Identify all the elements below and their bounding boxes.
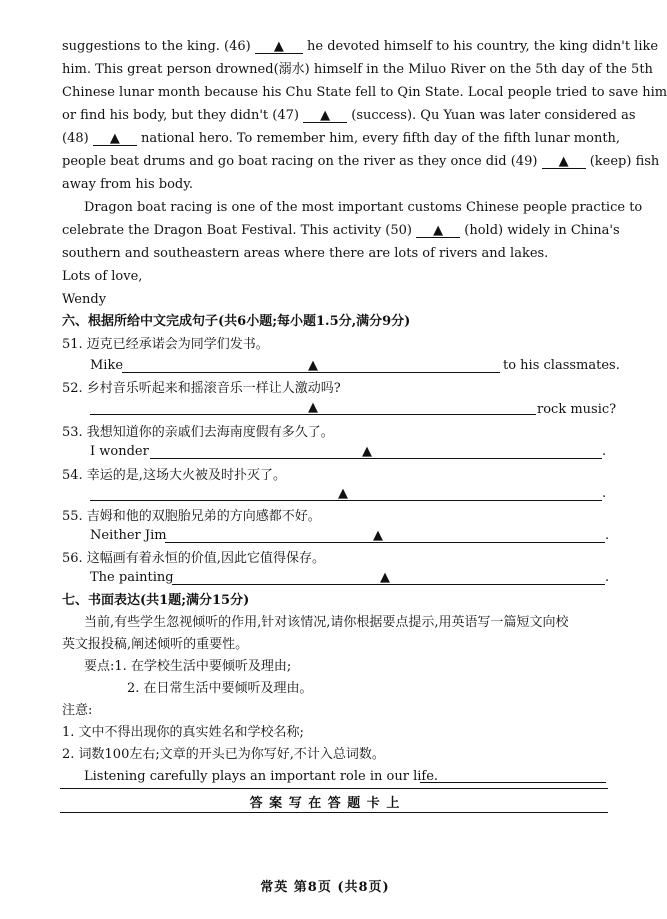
- question-54: 54. 幸运的是,这场大火被及时扑灭了。: [62, 468, 286, 483]
- writing-intro-1: 当前,有些学生忽视倾听的作用,针对该情况,请你根据要点提示,用英语写一篇短文向校: [84, 615, 569, 630]
- passage-text: Dragon boat racing is one of the most important customs Chinese people practice to: [84, 200, 643, 215]
- question-55: 55. 吉姆和他的双胞胎兄弟的方向感都不好。: [62, 509, 321, 524]
- passage-line-4: [62, 107, 636, 125]
- q53-tail: .: [602, 444, 607, 459]
- answer-line-54[interactable]: [90, 486, 602, 501]
- note-1: 1. 文中不得出现你的真实姓名和学校名称;: [62, 725, 304, 740]
- blank-46[interactable]: [255, 38, 303, 54]
- q56-tail: .: [605, 570, 610, 585]
- answer-line-51[interactable]: [122, 358, 500, 373]
- passage-line-10: [62, 245, 548, 263]
- blank-marker-icon: ▲: [558, 154, 569, 169]
- blank-marker-icon: ▲: [380, 570, 390, 585]
- passage-text: national hero. To remember him, every fifth day of the fifth lunar month,: [140, 131, 621, 146]
- passage-text: away from his body.: [62, 177, 193, 192]
- blank-50[interactable]: [416, 222, 460, 238]
- passage-line-3: [62, 84, 667, 102]
- passage-line-9: [62, 222, 620, 240]
- passage-text: southern and southeastern areas where there are lots of rivers and lakes.: [62, 246, 549, 261]
- passage-text: people beat drums and go boat racing on the river as they once did (49): [62, 154, 538, 169]
- page-footer: 常英 第8页 (共8页): [260, 880, 390, 895]
- answer-card-note: 答 案 写 在 答 题 卡 上: [249, 796, 401, 811]
- divider-top: [60, 788, 608, 789]
- q56-lead: The painting: [90, 570, 174, 585]
- passage-text: (keep) fish: [589, 154, 660, 169]
- passage-text: him. This great person drowned(溺水) himself in the Miluo River on the 5th day of the 5th: [62, 62, 653, 77]
- passage-line-7: [62, 176, 193, 194]
- q55-lead: Neither Jim: [90, 528, 167, 543]
- answer-line-55[interactable]: [165, 528, 605, 543]
- question-51: 51. 迈克已经承诺会为同学们发书。: [62, 337, 269, 352]
- q53-lead: I wonder: [90, 444, 149, 459]
- divider-bottom: [60, 812, 608, 813]
- q55-tail: .: [605, 528, 610, 543]
- writing-points: 要点:1. 在学校生活中要倾听及理由;: [84, 659, 292, 674]
- letter-signature: Wendy: [62, 292, 107, 307]
- passage-text: suggestions to the king. (46): [62, 39, 251, 54]
- answer-line-53[interactable]: [150, 444, 602, 459]
- blank-48[interactable]: [93, 130, 137, 146]
- section-6-title: 六、根据所给中文完成句子(共6小题;每小题1.5分,满分9分): [62, 314, 411, 329]
- passage-text: he devoted himself to his country, the king didn't like: [307, 39, 659, 54]
- passage-line-6: [62, 153, 659, 171]
- passage-text: or find his body, but they didn't (47): [62, 108, 299, 123]
- writing-intro-2: 英文报投稿,阐述倾听的重要性。: [62, 637, 249, 652]
- q54-tail: .: [602, 486, 607, 501]
- passage-line-2: [62, 61, 653, 79]
- writing-point-2: 2. 在日常生活中要倾听及理由。: [127, 681, 313, 696]
- passage-text: celebrate the Dragon Boat Festival. This activity (50): [62, 223, 412, 238]
- blank-47[interactable]: [303, 107, 347, 123]
- blank-marker-icon: ▲: [308, 358, 318, 373]
- blank-49[interactable]: [542, 153, 586, 169]
- passage-text: (48): [62, 131, 89, 146]
- blank-marker-icon: ▲: [273, 39, 284, 54]
- passage-line-1: [62, 38, 658, 56]
- q52-tail: rock music?: [537, 402, 617, 417]
- blank-marker-icon: ▲: [109, 131, 120, 146]
- passage-line-5: [62, 130, 620, 148]
- writing-opening: Listening carefully plays an important role in our life.: [84, 769, 439, 784]
- note-2: 2. 词数100左右;文章的开头已为你写好,不计入总词数。: [62, 747, 385, 762]
- passage-line-8: [62, 199, 642, 217]
- section-7-title: 七、书面表达(共1题;满分15分): [62, 593, 250, 608]
- blank-marker-icon: ▲: [373, 528, 383, 543]
- blank-marker-icon: ▲: [433, 223, 444, 238]
- q51-tail: to his classmates.: [503, 358, 620, 373]
- passage-text: Chinese lunar month because his Chu State fell to Qin State. Local people tried to save him: [62, 85, 667, 100]
- blank-marker-icon: ▲: [338, 486, 348, 501]
- question-52: 52. 乡村音乐听起来和摇滚音乐一样让人激动吗?: [62, 381, 341, 396]
- q51-lead: Mike: [90, 358, 124, 373]
- answer-line-52[interactable]: [90, 400, 536, 415]
- letter-closing: Lots of love,: [62, 269, 143, 284]
- blank-marker-icon: ▲: [320, 108, 331, 123]
- question-53: 53. 我想知道你的亲戚们去海南度假有多久了。: [62, 425, 334, 440]
- writing-answer-line[interactable]: [420, 768, 606, 783]
- passage-text: (success). Qu Yuan was later considered as: [351, 108, 636, 123]
- answer-line-56[interactable]: [172, 570, 605, 585]
- notes-label: 注意:: [62, 703, 93, 718]
- question-56: 56. 这幅画有着永恒的价值,因此它值得保存。: [62, 551, 325, 566]
- blank-marker-icon: ▲: [362, 444, 372, 459]
- passage-text: (hold) widely in China's: [464, 223, 620, 238]
- blank-marker-icon: ▲: [308, 400, 318, 415]
